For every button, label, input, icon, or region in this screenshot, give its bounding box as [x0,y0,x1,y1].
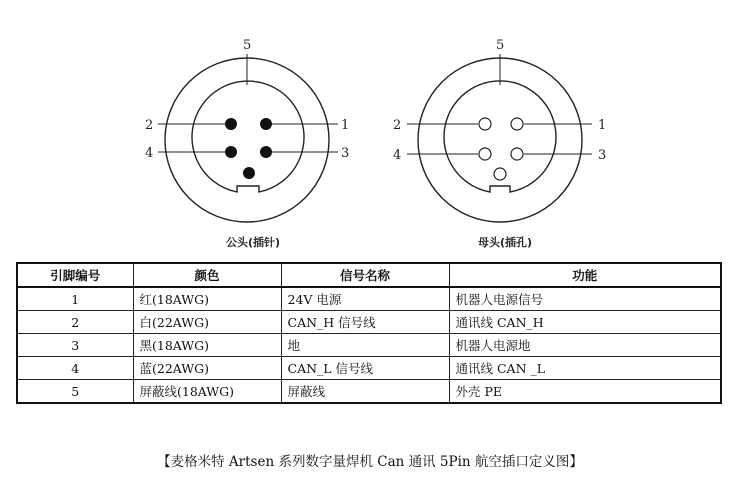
female-label-5: 5 [496,38,505,53]
cell-signal-name: CAN_L 信号线 [281,357,449,380]
cell-function: 机器人电源信号 [449,287,721,311]
female-caption: 母头(插孔) [478,236,533,249]
cell-color: 蓝(22AWG) [133,357,281,380]
table-row [17,311,721,334]
male-label-3: 3 [341,146,350,161]
cell-pin-number: 5 [17,380,133,404]
female-label-1: 1 [598,118,607,133]
cell-pin-number: 3 [17,334,133,357]
cell-color: 白(22AWG) [133,311,281,334]
pin-definition-table [16,262,722,404]
female-connector [393,38,606,249]
table-row [17,334,721,357]
female-pin-5 [494,168,506,180]
table-header-row [17,263,721,287]
female-label-4: 4 [393,148,402,163]
cell-signal-name: 24V 电源 [281,287,449,311]
cell-function: 通讯线 CAN_H [449,311,721,334]
cell-color: 红(18AWG) [133,287,281,311]
male-pin-1 [260,118,272,130]
table-row [17,287,721,311]
cell-pin-number: 1 [17,287,133,311]
female-pin-2 [479,118,491,130]
cell-signal-name: CAN_H 信号线 [281,311,449,334]
male-label-2: 2 [145,118,154,133]
female-label-3: 3 [598,148,607,163]
cell-color: 黑(18AWG) [133,334,281,357]
female-pin-3 [511,148,523,160]
male-label-1: 1 [341,118,350,133]
cell-color: 屏蔽线(18AWG) [133,380,281,404]
female-label-2: 2 [393,118,402,133]
cell-signal-name: 地 [281,334,449,357]
table-row [17,357,721,380]
male-pin-2 [225,118,237,130]
header-function: 功能 [449,263,721,287]
cell-signal-name: 屏蔽线 [281,380,449,404]
male-pin-3 [260,146,272,158]
figure-caption: 【麦格米特 Artsen 系列数字量焊机 Can 通讯 5Pin 航空插口定义图】 [157,454,583,470]
header-signal-name: 信号名称 [281,263,449,287]
male-label-4: 4 [145,146,154,161]
header-pin-number: 引脚编号 [17,263,133,287]
female-pin-4 [479,148,491,160]
cell-function: 外壳 PE [449,380,721,404]
header-color: 颜色 [133,263,281,287]
cell-pin-number: 4 [17,357,133,380]
table-row [17,380,721,404]
male-pin-5 [243,167,255,179]
male-label-5: 5 [243,38,252,53]
cell-function: 机器人电源地 [449,334,721,357]
female-pin-1 [511,118,523,130]
cell-function: 通讯线 CAN _L [449,357,721,380]
cell-pin-number: 2 [17,311,133,334]
male-caption: 公头(插针) [226,236,281,249]
male-pin-4 [225,146,237,158]
male-connector [145,38,349,249]
